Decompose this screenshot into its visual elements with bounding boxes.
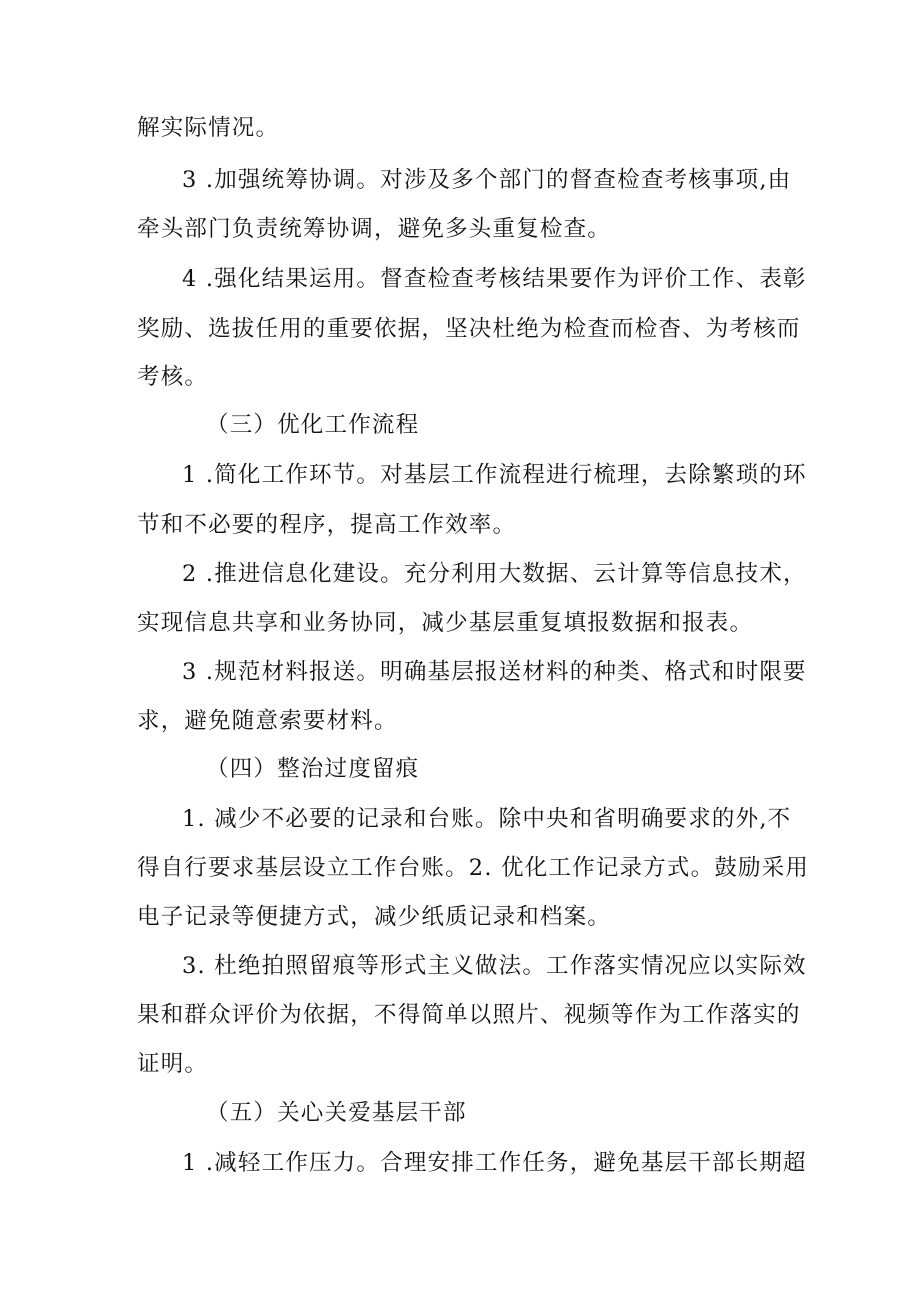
text-line: 3 .加强统筹协调。对涉及多个部门的督查检查考核事项,由 (182, 167, 792, 193)
text-line: 求，避免随意索要材料。 (137, 708, 398, 734)
text-line: 牵头部门负责统筹协调，避免多头重复检查。 (137, 216, 612, 242)
section-heading: （三）优化工作流程 (206, 412, 420, 438)
text-line: 实现信息共享和业务协同，减少基层重复填报数据和报表。 (137, 610, 754, 636)
text-line: 3. 杜绝拍照留痕等形式主义做法。工作落实情况应以实际效 (182, 953, 807, 979)
text-line: 考核。 (137, 364, 209, 390)
text-line: 证明。 (137, 1051, 209, 1077)
text-line: 3 .规范材料报送。明确基层报送材料的种类、格式和时限要 (182, 659, 807, 685)
text-line: 奖励、选拔任用的重要依据，坚决杜绝为检查而检杳、为考核而 (137, 316, 801, 342)
text-line: 解实际情况。 (137, 115, 280, 141)
text-line: 果和群众评价为依据，不得简单以照片、视频等作为工作落实的 (137, 1002, 801, 1028)
text-line: 1. 减少不必要的记录和台账。除中央和省明确要求的外,不 (182, 806, 792, 832)
text-line: 得自行要求基层设立工作台账。2. 优化工作记录方式。鼓励采用 (137, 855, 810, 881)
text-line: 节和不必要的程序，提高工作效率。 (137, 512, 517, 538)
text-line: 1 .简化工作环节。对基层工作流程进行梳理，去除繁琐的环 (182, 462, 807, 488)
text-line: 2 .推进信息化建设。充分利用大数据、云计算等信息技术， (182, 561, 807, 587)
text-line: 电子记录等便捷方式，减少纸质记录和档案。 (137, 904, 612, 930)
text-line: 4 .强化结果运用。督查检查考核结果要作为评价工作、表彰 (182, 266, 807, 292)
text-line: 1 .减轻工作压力。合理安排工作任务，避免基层干部长期超 (182, 1150, 807, 1176)
section-heading: （四）整治过度留痕 (206, 756, 420, 782)
section-heading: （五）关心关爱基层干部 (206, 1100, 467, 1126)
